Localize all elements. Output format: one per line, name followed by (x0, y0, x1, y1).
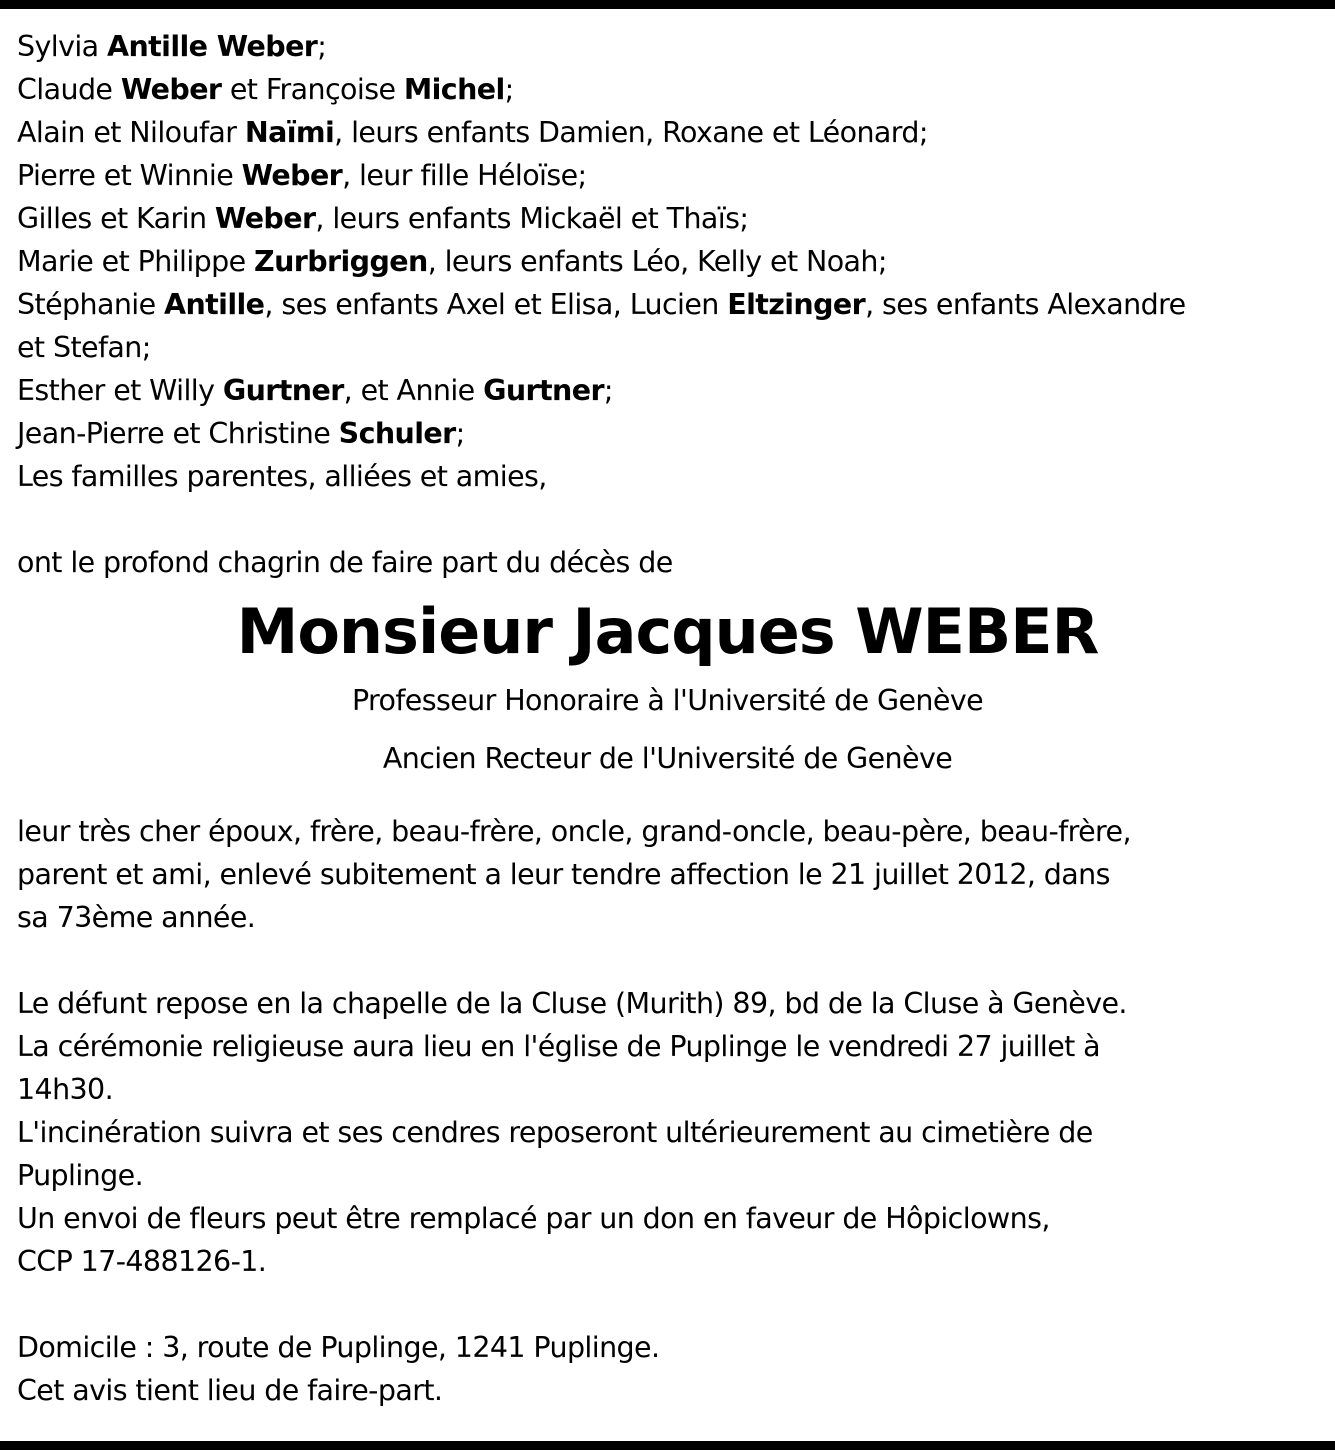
family-text: Stéphanie (17, 288, 164, 321)
family-surname: Antille Weber (106, 30, 318, 63)
family-text: Alain et Niloufar (17, 116, 245, 149)
family-surname: Michel (403, 73, 505, 106)
family-text: , ses enfants Axel et Elisa, Lucien (264, 288, 728, 321)
family-surname: Eltzinger (727, 288, 866, 321)
family-text: Claude (17, 73, 121, 106)
deceased-name: Monsieur Jacques WEBER (236, 595, 1099, 668)
family-surname: Weber (214, 202, 316, 235)
domicile-line: Domicile : 3, route de Puplinge, 1241 Puplinge. (17, 1331, 660, 1364)
family-text: ; (317, 30, 327, 63)
announcement-text: ont le profond chagrin de faire part du décès de (17, 546, 673, 579)
family-surname: Zurbriggen (254, 245, 428, 278)
family-text: , leurs enfants Damien, Roxane et Léonard; (334, 116, 928, 149)
family-line (17, 455, 1317, 498)
titles-block (17, 672, 1317, 788)
family-list (17, 25, 1317, 498)
family-text: Sylvia (17, 30, 107, 63)
spacer (17, 788, 1317, 810)
notice-content (17, 25, 1317, 1412)
family-line (17, 412, 1317, 455)
family-surname: Antille (164, 288, 265, 321)
description-line: sa 73ème année. (17, 901, 256, 934)
description-line: leur très cher époux, frère, beau-frère, oncle, grand-oncle, beau-père, beau-frère, (17, 815, 1131, 848)
arrangement-line: Puplinge. (17, 1159, 144, 1192)
family-text: et Stefan; (17, 331, 151, 364)
family-surname: Naïmi (244, 116, 335, 149)
title-line: Ancien Recteur de l'Université de Genève (382, 742, 953, 775)
family-line (17, 369, 1317, 412)
family-surname: Gurtner (483, 374, 604, 407)
family-text: Marie et Philippe (17, 245, 255, 278)
family-text: Jean-Pierre et Christine (17, 417, 339, 450)
spacer (17, 498, 1317, 541)
description-line: parent et ami, enlevé subitement a leur tendre affection le 21 juillet 2012, dans (17, 858, 1110, 891)
arrangements-block (17, 982, 1317, 1283)
family-text: , ses enfants Alexandre (865, 288, 1186, 321)
family-line (17, 326, 1317, 369)
family-text: ; (603, 374, 613, 407)
description-block (17, 810, 1317, 939)
family-text: Gilles et Karin (17, 202, 215, 235)
arrangement-line: 14h30. (17, 1073, 114, 1106)
family-text: , et Annie (343, 374, 484, 407)
family-text: Les familles parentes, alliées et amies, (17, 460, 547, 493)
arrangement-line: La cérémonie religieuse aura lieu en l'église de Puplinge le vendredi 27 juillet à (17, 1030, 1101, 1063)
family-text: Pierre et Winnie (17, 159, 242, 192)
arrangement-line: Le défunt repose en la chapelle de la Cluse (Murith) 89, bd de la Cluse à Genève. (17, 987, 1127, 1020)
family-text: , leurs enfants Mickaël et Thaïs; (315, 202, 749, 235)
family-text: ; (455, 417, 465, 450)
family-surname: Gurtner (222, 374, 344, 407)
family-text: , leur fille Héloïse; (342, 159, 587, 192)
title-line: Professeur Honoraire à l'Université de Genève (351, 684, 984, 717)
family-text: ; (504, 73, 514, 106)
family-line (17, 197, 1317, 240)
closing-line: Cet avis tient lieu de faire-part. (17, 1374, 443, 1407)
top-rule (0, 0, 1335, 9)
family-surname: Weber (241, 159, 343, 192)
closing-block (17, 1326, 1317, 1412)
arrangement-line: L'incinération suivra et ses cendres reposeront ultérieurement au cimetière de (17, 1116, 1093, 1149)
spacer (17, 939, 1317, 982)
family-surname: Weber (120, 73, 222, 106)
family-line (17, 154, 1317, 197)
spacer (17, 1283, 1317, 1326)
family-line (17, 25, 1317, 68)
family-line (17, 111, 1317, 154)
family-text: et Françoise (221, 73, 404, 106)
family-text: Esther et Willy (17, 374, 223, 407)
family-line (17, 240, 1317, 283)
family-surname: Schuler (338, 417, 456, 450)
family-text: , leurs enfants Léo, Kelly et Noah; (427, 245, 887, 278)
bottom-rule (0, 1441, 1335, 1450)
arrangement-line: CCP 17-488126-1. (17, 1245, 267, 1278)
family-line (17, 283, 1317, 326)
arrangement-line: Un envoi de fleurs peut être remplacé par un don en faveur de Hôpiclowns, (17, 1202, 1050, 1235)
family-line (17, 68, 1317, 111)
